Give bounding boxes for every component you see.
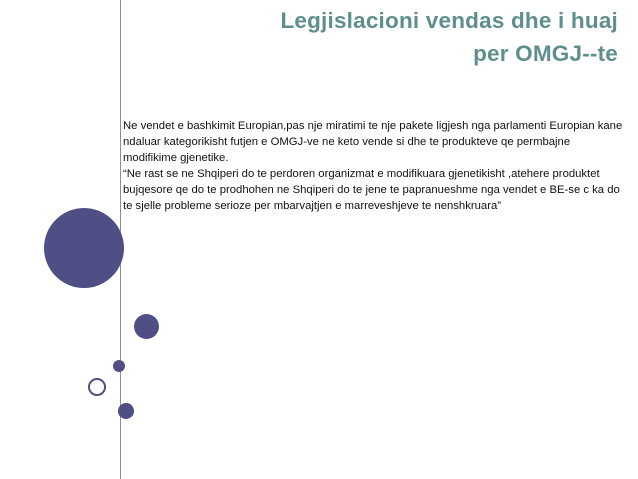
decorative-circle-ring [88, 378, 106, 396]
body-paragraph-2-quote: “Ne rast se ne Shqiperi do te perdoren organizmat e modifikuara gjenetikisht ,atehere produktet bujqesore qe do te prodhohen ne Shqiperi do te jene te papranueshme nga vendet e BE-se c ka do te sjelle probleme serioze per mbarvajtjen e marreveshjeve te nenshkruara” [123, 168, 620, 213]
slide-body [123, 118, 623, 215]
decorative-circle-medium [134, 314, 159, 339]
decorative-circle-lower [118, 403, 134, 419]
decorative-circle-small [113, 360, 125, 372]
decorative-circle-large [44, 208, 124, 288]
slide-title-line-1: Legjislacioni vendas dhe i huaj [280, 8, 618, 33]
slide-title [150, 4, 618, 70]
slide-title-line-2: per OMGJ--te [473, 41, 618, 66]
body-paragraph-1: Ne vendet e bashkimit Europian,pas nje miratimi te nje pakete ligjesh nga parlamenti Europian kane ndaluar kategorikisht futjen e OMGJ-ve ne keto vende si dhe te produkteve qe permbajne modifikime gjenetike. [123, 120, 623, 165]
